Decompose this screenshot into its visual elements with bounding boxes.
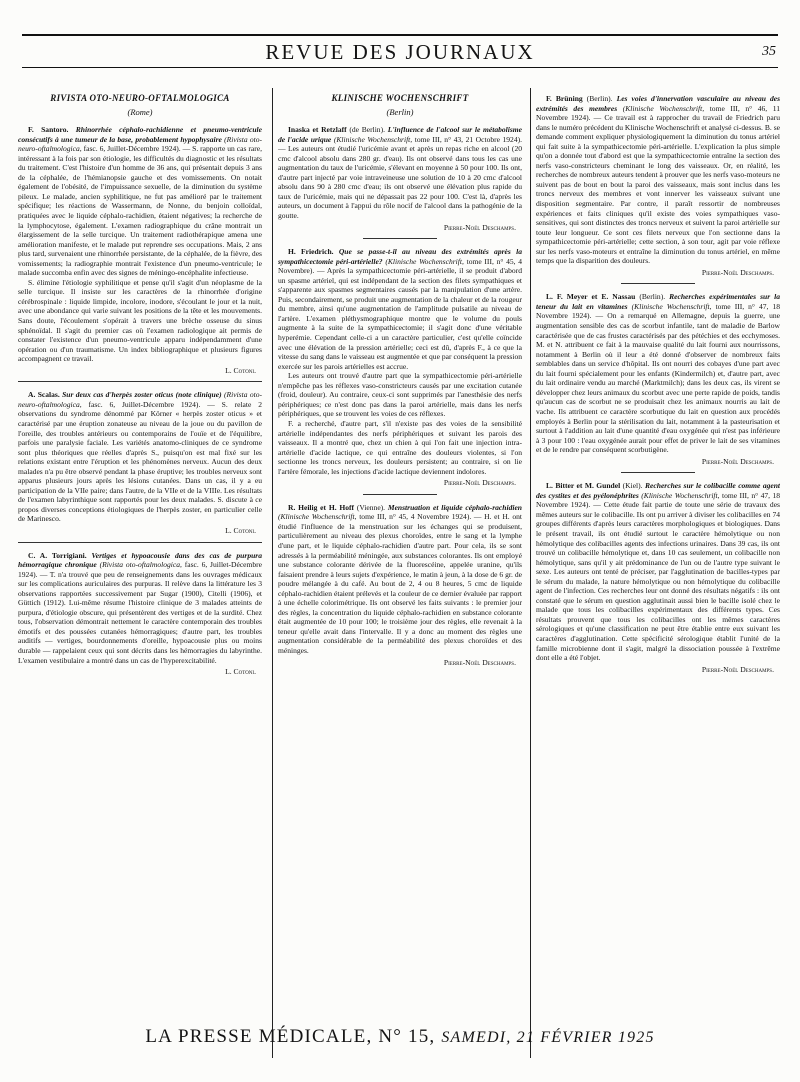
page-title: REVUE DES JOURNAUX (265, 40, 535, 64)
article-body: S. élimine l'étiologie syphilitique et pense qu'il s'agit d'un néoplasme de la selle turcique. Il insiste sur les caractères de la rhinorrhée d'origine cérébrospinale : liquide limpide, incolore, inodore, s'écoulant le jour et la nuit, avec une abondance qui varie suivant les positions de la tête et les mouvements. Sans doute, l'écoulement s'opérait à travers une brèche osseuse du sinus sphénoïdal. Il s'agit du premier cas où l'examen radiologique ait permis de constater l'existence d'un pneumo-ventricule apparu indépendamment d'une opération ou d'un traumatisme. Un index bibliographique et plusieurs figures accompagnent ce travail. (18, 277, 262, 364)
article-signature: Pierre-Noël Deschamps. (443, 657, 516, 667)
article-signature: Pierre-Noël Deschamps. (701, 267, 774, 277)
article-title: Vertiges et hypoacousie dans des cas de purpura hémorragique chronique (18, 550, 262, 570)
column-1 (18, 88, 262, 1054)
column-2 (278, 88, 522, 1054)
article-title: L'influence de l'alcool sur le métabolisme de l'acide urique (278, 125, 522, 144)
article-place: (de Berlin). (349, 125, 385, 135)
article-body: tome III, n° 43, 21 Octobre 1924). — Les auteurs ont étudié l'uricémie avant et après un repas riche en alcool (20 cmc d'alcool absolu dans 280 gr. d'eau). Ils ont observé dans tous les cas une augmentation du taux de l'uricémie, s'élevant en moyenne à 50 pour 100. Ils ont, d'autre part injecté par voie intraveineuse une solution de 10 à 20 cmc d'alcool absolu dans 90 à 280 cmc d'eau; ils ont observé une élévation plus rapide du taux de l'uricémie, mais qui ne dépassait pas 22 pour 100. C'est là, d'après les auteurs, un document à l'appui du rôle nocif de l'alcool dans la pathogénie de la goutte. (278, 134, 522, 221)
article-body: Les auteurs ont trouvé d'autre part que la sympathicectomie péri-artérielle n'empêche pas les réflexes vaso-constricteurs causés par une excitation cutanée (froid, douleur). Au contraire, ceux-ci sont supprimés par l'anesthésie des nerfs périphériques; ce n'est donc pas dans la paroi artérielle, mais dans les nerfs périphériques, que se trouvent les voies de ces réflexes. (278, 371, 522, 419)
article-separator (363, 494, 436, 495)
article (536, 94, 780, 277)
article-author: F. Santoro. (28, 125, 69, 135)
page-footer (0, 1026, 800, 1048)
article (536, 292, 780, 466)
journal-heading: KLINISCHE WOCHENSCHRIFT (331, 93, 469, 103)
article (18, 551, 262, 677)
page-number: 35 (762, 44, 776, 59)
article-separator (18, 381, 262, 382)
article-author: L. F. Meyer et E. Nassau (546, 292, 636, 302)
journal-city: (Rome) (127, 106, 153, 117)
article-source: (Klinische Wochenschrift, (622, 103, 705, 113)
journal-city: (Berlin) (386, 106, 414, 117)
article-body: fasc. 6, Juillet-Décembre 1924). — S. relate 2 observations du syndrome dénommé par Körner « herpès zoster oticus » et caractérisé par une éruption zonateuse au niveau de la joue ou du pavillon de l'oreille, des troubles antérieurs ou contemporains de l'ouïe et de l'équilibre, parfois une paralysie faciale. Les variétés anatomo-cliniques de ce syndrome sont plus théoriques que réelles d'après S., puisqu'on est mal fixé sur les relations existant entre l'éruption et les phénomènes nerveux. Aucun des deux malades n'a pu être observé pendant la phase éruptive; les troubles nerveux sont apparus plusieurs jours après les lésions cutanées. Dans un cas, il y a eu participation de la VIIe paire; dans l'autre, de la VIIe et de la VIIIe. Les résultats de l'examen labyrinthique sont rapportés pour les deux malades. S. discute à ce propos diverses conceptions étiologiques de l'herpès zoster, en particulier celle de Marinesco. (18, 399, 262, 524)
article-body: tome III, n° 47, 18 Novembre 1924). — Cette étude fait partie de toute une série de travaux des mêmes auteurs sur le colibacille. Ils ont pu arriver à diviser les colibacilles en 74 groupes différents d'après leurs caractères morphologiques et biologiques. Dans le présent travail, ils ont étudié surtout le caractère hémolytique ou non hémolytique des colibacilles agents des infections urinaires. Dans 39 cas, ils ont trouvé un colibacille hémolytique et, dans 10 cas seulement, un colibacille non hémolytique, sans qu'il y ait prédominance de l'un ou de l'autre type suivant le sexe. Les auteurs ont tenté de préciser, par l'agglutination de bacilles-types par le sérum du malade, la nature hémolytique ou non hémolytique du colibacille agent de l'infection. Ces recherches leur ont donné des résultats négatifs : ils ont constaté que le sérum en question agglutinait aussi bien le bacille isolé chez le malade que tous les colibacilles expérimentaux des différents types. Ces résultats prouvent que tous les colibacilles ont les mêmes caractères sérologiques et qu'une classification ne peut être établie entre eux suivant les caractères d'agglutination. Cette spécificité sérologique établit l'unité de la famille microbienne dont il s'agit, malgré la dissociation poussée à l'extrême dont elle a été l'objet. (536, 490, 780, 663)
column-divider (530, 88, 531, 1058)
column-3 (536, 88, 780, 1054)
article-source: (Klinische Wochenschrift, (631, 301, 712, 311)
article (536, 481, 780, 674)
article-signature: L. Cotoni. (225, 365, 256, 375)
article-source: (Rivista oto-neuro-oftalmologica, (18, 134, 262, 154)
article-author: Inaska et Retzlaff (288, 125, 347, 135)
article-signature: Pierre-Noël Deschamps. (701, 664, 774, 674)
article-source: (Rivista oto-oftalmologica, (99, 560, 182, 570)
article-author: F. Brüning (546, 94, 583, 103)
article-source: (Klinische Wochenschrift, (333, 134, 413, 144)
article-author: L. Bitter et M. Gundel (546, 481, 621, 491)
article-signature: Pierre-Noël Deschamps. (443, 222, 516, 232)
article-signature: Pierre-Noël Deschamps. (443, 478, 516, 488)
article-title: Recherches sur le colibacille comme agent des cystites et des pyélonéphrites (536, 481, 780, 500)
journal-heading: RIVISTA OTO-NEURO-OFTALMOLOGICA (50, 93, 230, 103)
article-body: tome III, n° 45, 4 Novembre). — Après la sympathicectomie péri-artérielle, il se produit d'abord un spasme artériel, qui est indépendant de la section des filets sympathiques et s'apparente aux spasmes segmentaires causés par la manipulation d'une artère. Puis, secondairement, se produit une augmentation de la chaleur et de la rougeur du membre, ainsi qu'une augmentation de l'amplitude pulsatile au niveau de l'artère. L'examen pléthysmographique montre que le volume du pouls augmente à la suite de la sympathicectomie; il s'agit donc d'une véritable hyperémie. Cependant celle-ci a un caractère particulier, c'est qu'elle coïncide avec une élévation de la pression artérielle; ceci est dû, d'après F., à ce que la vitesse du sang dans le vaisseau est augmentée et que par conséquent la pression exercée sur les parois artérielles est accrue. (278, 256, 522, 371)
masthead-top-rule (22, 34, 778, 36)
article-author: R. Heilig et H. Hoff (288, 502, 355, 512)
article-place: (Berlin). (639, 292, 666, 302)
article-body: tome III, n° 45, 4 Novembre 1924). — H. et H. ont étudié l'influence de la menstruation sur les échanges qui se produisent, particulièrement au niveau des plexus choroïdes, entre le sang et la lymphe d'une part, et le liquide céphalo-rachidien d'autre part. Pour cela, ils se sont adressés à la perméabilité méningée, aux substances colorantes. Ils ont employé une substance colorante dérivée de la fluorescéine, appelée uranine, qu'ils faisaient prendre à leurs sujets d'expérience, le matin à jeun, à la dose de 6 gr. de poudre mélangée à du café. Au bout de 2, 4 ou 8 heures, 5 cmc de liquide céphalo-rachidien étaient prélevés et la couleur de ce dernier évaluée par rapport à une échelle colorimétrique. Ils ont observé les faits suivants : le premier jour des règles, la concentration du liquide céphalo-rachidien en substance colorante était augmentée de 10 pour 100; le troisième jour des règles, elle revenait à la teneur qu'elle avait dans l'intervalle. Il y a donc au moment des règles une augmentation considérable de la perméabilité des plexus choroïdes et des méninges. (278, 512, 522, 655)
article-signature: Pierre-Noël Deschamps. (701, 456, 774, 466)
article-place: (Vienne). (356, 502, 386, 512)
article-source: (Rivista oto-neuro-oftalmologica, (18, 390, 262, 409)
article-author: C. A. Torrigiani. (28, 550, 87, 560)
page-masthead (22, 34, 778, 64)
article (18, 390, 262, 535)
article-separator (621, 472, 694, 473)
footer-date: SAMEDI, 21 FÉVRIER 1925 (441, 1029, 655, 1046)
article-title: Les voies d'innervation vasculaire au niveau des extrémités des membres (536, 94, 780, 113)
footer-publication: LA PRESSE MÉDICALE, N° 15, (145, 1026, 436, 1047)
article-author: H. Friedrich. (288, 247, 334, 257)
article-source: (Klinische Wochenschrift, (641, 490, 720, 500)
article-title: Menstruation et liquide céphalo-rachidien (387, 502, 522, 512)
article-separator (621, 283, 694, 284)
column-divider (272, 88, 273, 1058)
article-source: (Klinische Wochenschrift, (278, 512, 357, 522)
article-signature: L. Cotoni. (225, 525, 256, 535)
article (278, 247, 522, 488)
article-body: fasc. 6, Juillet-Décembre 1924). — T. n'a trouvé que peu de renseignements dans les ouvrages médicaux sur les complications auriculaires des purpuras. Il relève dans la littérature les 3 observations rapportées successivement par Sugar (1900), Citelli (1906), et Güttich (1912). Lui-même résume l'histoire clinique de 3 malades atteints de purpura, d'étiologie obscure, qui présentèrent des vertiges et de la surdité. Chez tous, l'observation démontrait nettement le caractère contemporain des troubles émotifs et des poussées cutanées hémorragiques; d'autre part, les troubles auditifs — vertiges, bourdonnements d'oreille, hypoacousie plus ou moins durable — rappelaient ceux qui sont décrits dans les hémorragies du labyrinthe. L'examen vestibulaire a montré dans un cas de l'hyperexcitabilité. (18, 560, 262, 665)
article-source: (Klinische Wochenschrift, (385, 256, 464, 266)
article-author: A. Scalas. (28, 390, 60, 400)
article (278, 125, 522, 232)
article-signature: L. Cotoni. (225, 667, 256, 677)
article-title: Rhinorrhée céphalo-rachidienne et pneumo-ventricule consécutifs à une tumeur de la base, probablement hypophysaire (18, 125, 262, 144)
article (278, 503, 522, 667)
article-place: (Berlin). (586, 94, 613, 103)
article-body: tome III, n° 47, 18 Novembre 1924). — On a remarqué en Allemagne, depuis la guerre, une augmentation sensible des cas de scorbut infantile, tant de maladie de Barlow caractérisée que de cas frustes caractérisés par des pétéchies et des ecchymoses. M. et N. attribuent ce fait à la mauvaise qualité du lait fourni aux nourrissons, notamment à Berlin où il leur a été donné d'observer de nombreux faits semblables dans un service d'hôpital. Ils ont nourri des cobayes d'une part avec du lait fourni spécialement pour les enfants (Kindermilch) et, d'autre part, avec du lait ordinaire vendu au marché (Marktmilch); dans les deux cas, ils virent se développer chez leurs animaux du scorbut avec une perte rapide de poids, tandis qu'aucun cas de scorbut ne se produisait chez les animaux nourris au lait de vache. Ils attribuent ce caractère scorbutique du lait en question aux procédés employés à Berlin pour la stérilisation du lait, notamment à la pasteurisation et surtout à l'addition au lait d'une quantité d'eau oxygénée qui n'est pas inférieure à 3 pour 100 : l'eau oxygénée aurait pour effet de priver le lait de ses vitamines et de le rendre par conséquent scorbutigène. (536, 301, 780, 455)
article-separator (18, 542, 262, 543)
article-title: Recherches expérimentales sur la teneur du lait en vitamines (536, 292, 780, 311)
article-body: tome III, n° 46, 11 Novembre 1924). — Ce travail est à rapprocher du travail de Friedrich paru dans le numéro précédent du Klinische Wochenschrift et analysé ci-dessus. B. se demande comment expliquer physiologiquement la diminution du tonus artériel qui fait suite à la sympathicectomie péri-artérielle. L'explication la plus simple qu'on a donnée tout d'abord est que la sympathicectomie entraîne la section des nerfs vaso-constricteurs cheminant le long des vaisseaux. Or, en réalité, les recherches de nombreux auteurs tendent à prouver que les nerfs vaso-moteurs ne suivent pas de bout en bout la paroi des vaisseaux, mais sont inclus dans les troncs nerveux des membres et vont innerver les vaisseaux suivant une disposition segmentaire. Par contre, il paraît ressortir de nombreuses expériences et faits cliniques qu'il existe des voies sympathiques vaso-sensitives, qui sont distinctes des troncs nerveux et suivent la paroi artérielle sur toute leur longueur. Ce sont ces filets nerveux que l'on sectionne dans la sympathicectomie péri-artérielle; cette section, à son tour, agit par voie réflexe sur les nerfs vaso-moteurs et entraîne la diminution du tonus artériel, en même temps que la disparition des douleurs. (536, 103, 780, 266)
article-columns (14, 88, 786, 1054)
article-title: Que se passe-t-il au niveau des extrémités après la sympathicectomie péri-artérielle? (278, 247, 522, 266)
article-body: fasc. 6, Juillet-Décembre 1924). — S. rapporte un cas rare, intéressant à la fois par son étiologie, les difficultés du diagnostic et les résultats du traitement. C'est l'histoire d'un homme de 36 ans, qui présentait depuis 3 ans de la céphalée, de l'hémianopsie gauche et des vomissements. On notait également de l'obésité, de l'impuissance sexuelle, de la diminution du système pileux. Le malade, ancien syphilitique, ne fut pas amélioré par le traitement spécifique; les réactions de Wassermann, de Nonne, du benjoin colloïdal, pratiquées avec le liquide céphalo-rachidien, étaient négatives; la recherche de la lymphocytose, également. L'examen radiographique du crâne montrait un élargissement de la selle turcique. Un traitement radiothérapique amena une amélioration manifeste, et le malade put reprendre ses occupations. Mais, 2 ans plus tard, survenaient une rhinorrhée persistante, de la céphalée, de la fièvre, des vomissements; la radiographie montrait l'existence d'un pneumo-ventricule; le malade succomba enfin avec des signes de méningo-encéphalite infectieuse. (18, 144, 262, 278)
article (18, 125, 262, 375)
article-body: F. a recherché, d'autre part, s'il n'existe pas des voies de la sensibilité artérielle indépendantes des nerfs périphériques et suivant les parois des vaisseaux. Il a montré que, chez un chien à qui l'on fait une injection intra-artérielle d'acide lactique, ce qui entraîne des douleurs violentes, si l'on sectionne les troncs nerveux, les douleurs persistent; au contraire, si on lie l'artère fémorale, les injections d'acide lactique deviennent indolores. (278, 418, 522, 476)
article-title: Sur deux cas d'herpès zoster oticus (note clinique) (62, 390, 222, 400)
article-place: (Kiel). (622, 481, 643, 491)
article-separator (363, 238, 436, 239)
masthead-bottom-rule (22, 67, 778, 68)
